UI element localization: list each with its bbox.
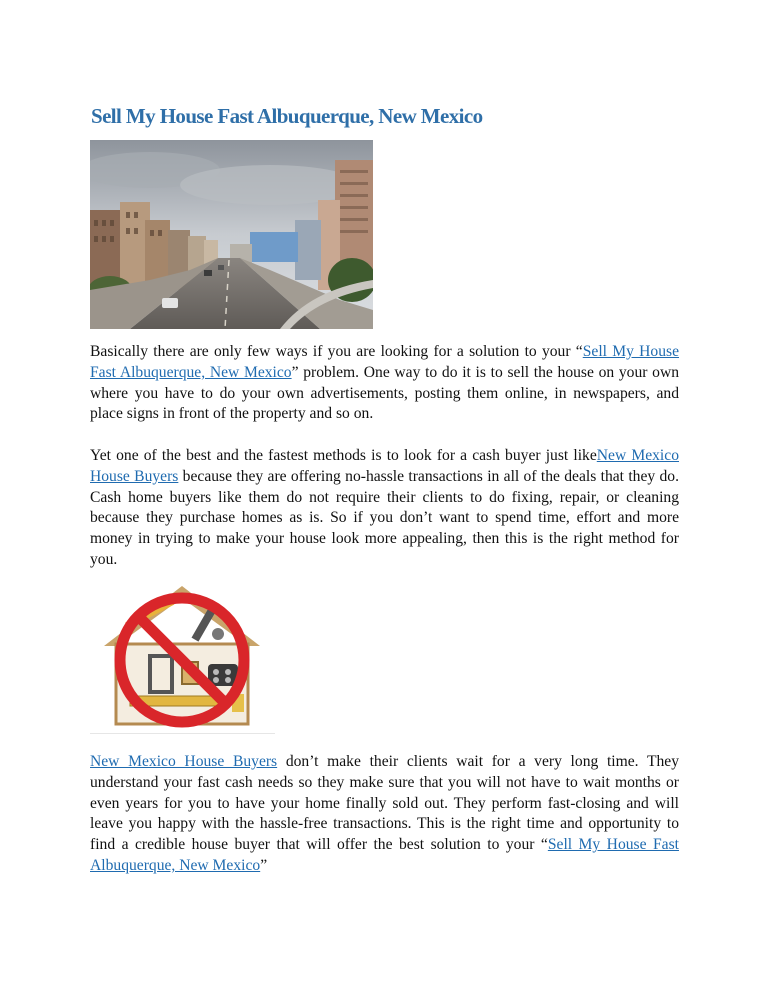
cash-buyer-paragraph bbox=[90, 446, 679, 571]
paragraph-text: Basically there are only few ways if you are looking for a solution to your “ bbox=[90, 343, 583, 360]
new-mexico-house-buyers-link[interactable]: New Mexico House Buyers bbox=[90, 447, 679, 485]
page-title: Sell My House Fast Albuquerque, New Mexico bbox=[91, 104, 483, 128]
sell-my-house-link[interactable]: Sell My House Fast Albuquerque, New Mexico bbox=[90, 343, 680, 381]
paragraph-text: don’t make their clients wait for a very long time. They understand your fast cash needs so they make sure that you will not have to wait months or even years for you to have your home finally sold out. They perform fast-closing and will leave you happy with the hassle-free transactions. This is the right time and opportunity to find a credible house buyer that will offer the best solution to your “ bbox=[90, 753, 680, 854]
paragraph-text: ” problem. One way to do it is to sell the house on your own where you have to do your own advertisements, posting them online, in newspapers, and place signs in front of the property and so on. bbox=[90, 363, 680, 423]
sell-my-house-link[interactable]: Sell My House Fast Albuquerque, New Mexico bbox=[90, 836, 679, 874]
new-mexico-house-buyers-link[interactable]: New Mexico House Buyers bbox=[90, 753, 278, 770]
city-street-photo bbox=[90, 140, 373, 329]
paragraph-text: ” bbox=[260, 856, 268, 874]
image-divider bbox=[90, 733, 275, 734]
paragraph-text: Yet one of the best and the fastest methods is to look for a cash buyer just like bbox=[90, 447, 597, 464]
no-repairs-sign-icon bbox=[90, 576, 275, 732]
paragraph-text: because they are offering no-hassle transactions in all of the deals that they do. Cash home buyers like them do not require their clients to do fixing, repair, or cleaning because they purchase homes as is. So if you don’t want to spend time, effort and more money in trying to make your house look more appealing, then this is the right method for you. bbox=[90, 467, 679, 568]
closing-paragraph bbox=[90, 752, 679, 877]
intro-paragraph bbox=[90, 342, 679, 425]
